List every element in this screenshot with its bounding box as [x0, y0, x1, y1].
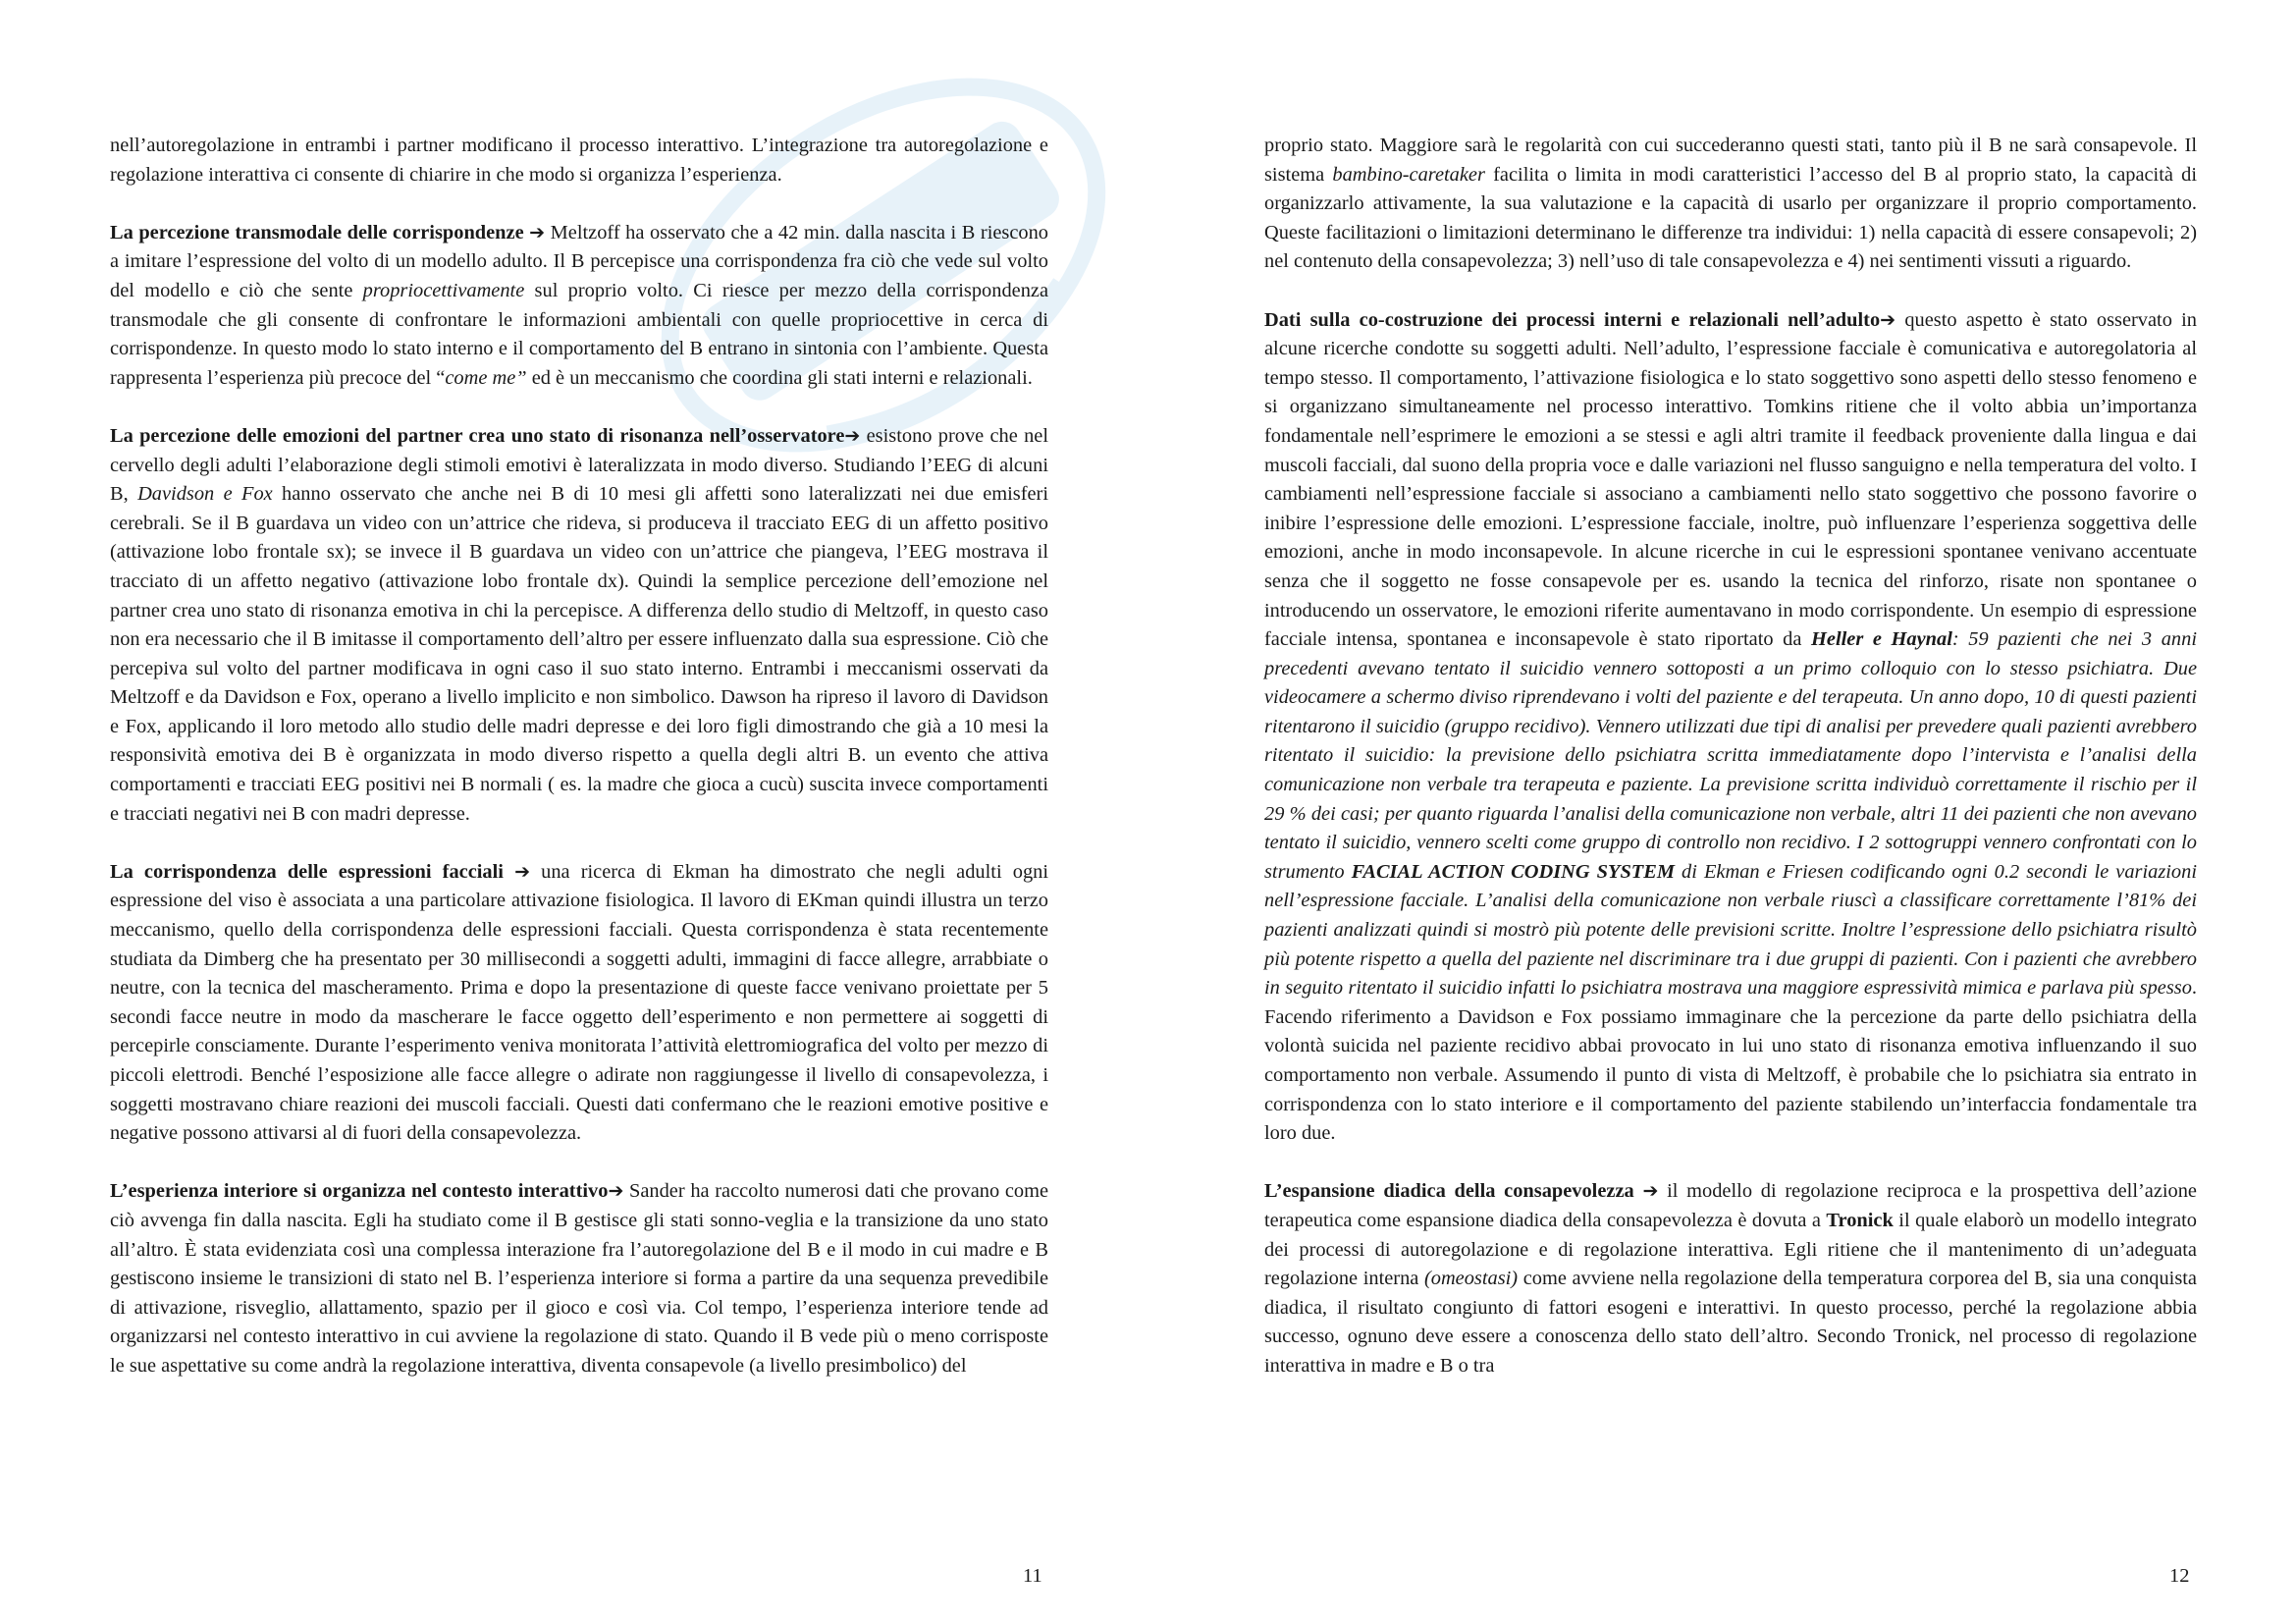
paragraph: nell’autoregolazione in entrambi i partner modificano il processo interattivo. L’integrazione tra autoregolazione e regolazione interattiva ci consente di chiarire in che modo si organizza l’esperienza.	[110, 135, 1048, 186]
section-heading: L’esperienza interiore si organizza nel contesto interattivo	[110, 1180, 609, 1203]
arrow-icon: ➔	[514, 860, 531, 883]
page-number: 11	[1023, 1565, 1042, 1587]
arrow-icon: ➔	[608, 1180, 624, 1203]
page-right	[1148, 0, 2296, 1623]
arrow-icon: ➔	[844, 424, 861, 447]
left-text-column	[110, 132, 1048, 1410]
paragraph: La corrispondenza delle espressioni facciali ➔ una ricerca di Ekman ha dimostrato che negli adulti ogni espressione del viso è associata a una particolare attivazione fisiologica. Il lavoro di EKman quindi illustra un terzo meccanismo, quello della corrispondenza delle espressioni facciali. Questa corrispondenza è stata recentemente studiata da Dimberg che ha presentato per 30 millisecondi a soggetti adulti, immagini di facce allegre, arrabbiate o neutre, con la tecnica del mascheramento. Prima e dopo la presentazione di queste facce venivano proiettate per 5 secondi facce neutre in modo da mascherare le facce oggetto dell’esperimento e non permettere ai soggetti di percepirle consciamente. Durante l’esperimento veniva monitorata l’attività elettromiografica del volto per mezzo di piccoli elettrodi. Benché l’esposizione alle facce allegre o adirate non raggiungesse il livello di consapevolezza, i soggetti mostravano chiare reazioni dei muscoli facciali. Questi dati confermano che le reazioni emotive positive e negative possono attivarsi al di fuori della consapevolezza.	[110, 860, 1048, 1145]
arrow-icon: ➔	[1642, 1180, 1659, 1203]
paragraph: La percezione delle emozioni del partner crea uno stato di risonanza nell’osservatore➔ esistono prove che nel cervello degli adulti l’elaborazione degli stimoli emotivi è lateralizzata in modo diverso. Studiando l’EEG di alcuni B, Davidson e Fox hanno osservato che anche nei B di 10 mesi gli affetti sono lateralizzati nei due emisferi cerebrali. Se il B guardava un video con un’attrice che rideva, si produceva il tracciato EEG di un affetto positivo (attivazione lobo frontale sx); se invece il B guardava un video con un’attrice che piangeva, l’EEG mostrava il tracciato di un affetto negativo (attivazione lobo frontale dx). Quindi la semplice percezione dell’emozione nel partner crea uno stato di risonanza emotiva in chi la percepisce. A differenza dello studio di Meltzoff, in questo caso non era necessario che il B imitasse il comportamento dell’altro per essere influenzato dalla sua espressione. Ciò che percepiva sul volto del partner modificava in ogni caso il suo stato interno. Entrambi i meccanismi osservati da Meltzoff e da Davidson e Fox, operano a livello implicito e non simbolico. Dawson ha ripreso il lavoro di Davidson e Fox, applicando il loro metodo allo studio delle madri depresse e dei loro figli dimostrando che già a 10 mesi la responsività emotiva dei B è organizzata in modo diverso rispetto a quella degli altri B. un evento che attiva comportamenti e tracciati EEG positivi nei B normali ( es. la madre che gioca a cucù) suscita invece comportamenti e tracciati negativi nei B con madri depresse.	[110, 424, 1049, 825]
page-number: 12	[2169, 1565, 2190, 1587]
paragraph: L’espansione diadica della consapevolezza ➔ il modello di regolazione reciproca e la prospettiva dell’azione terapeutica come espansione diadica della consapevolezza è dovuta a Tronick il quale elaborò un modello integrato dei processi di autoregolazione e di regolazione interattiva. Egli ritiene che il mantenimento di un’adeguata regolazione interna (omeostasi) come avviene nella regolazione della temperatura corporea del B, sia una conquista diadica, il risultato congiunto di fattori esogeni e interattivi. In questo processo, perché la regolazione abbia successo, ognuno deve essere a conoscenza dello stato dell’altro. Secondo Tronick, nel processo di regolazione interattiva in madre e B o tra	[1264, 1180, 2198, 1377]
arrow-icon: ➔	[529, 221, 546, 243]
arrow-icon: ➔	[1880, 308, 1896, 331]
section-heading: La percezione transmodale delle corrispondenze	[110, 221, 524, 243]
paragraph: L’esperienza interiore si organizza nel contesto interattivo➔ Sander ha raccolto numerosi dati che provano come ciò avvenga fin dalla nascita. Egli ha studiato come il B gestisce gli stati sonno-veglia e la transizione da uno stato all’altro. È stata evidenziata così una complessa interazione fra l’autoregolazione del B e il modo in cui madre e B gestiscono insieme le transizioni di stato nel B. l’esperienza interiore si forma a partire da una sequenza prevedibile di attivazione, risveglio, allattamento, spazio per il gioco e così via. Col tempo, l’esperienza interiore tende ad organizzarsi nel contesto interattivo in cui avviene la regolazione di stato. Quando il B vede più o meno corrisposte le sue aspettative su come andrà la regolazione interattiva, diventa consapevole (a livello presimbolico) del	[110, 1180, 1048, 1377]
section-heading: Dati sulla co-costruzione dei processi interni e relazionali nell’adulto	[1264, 308, 1881, 331]
right-text-column	[1264, 132, 2197, 1410]
section-heading: La corrispondenza delle espressioni facciali	[110, 860, 504, 883]
section-heading: La percezione delle emozioni del partner crea uno stato di risonanza nell’osservatore	[110, 424, 845, 447]
paragraph: proprio stato. Maggiore sarà le regolarità con cui succederanno questi stati, tanto più il B ne sarà consapevole. Il sistema bambino-caretaker facilita o limita in modi caratteristici l’accesso del B al proprio stato, la capacità di organizzarlo attivamente, la sua valutazione e la capacità di usarlo per organizzare il proprio comportamento. Queste facilitazioni o limitazioni determinano le differenze tra individui: 1) nella capacità di essere consapevoli; 2) nel contenuto della consapevolezza; 3) nell’uso di tale consapevolezza e 4) nei sentimenti vissuti a riguardo.	[1264, 135, 2198, 273]
paragraph: La percezione transmodale delle corrispondenze ➔ Meltzoff ha osservato che a 42 min. dalla nascita i B riescono a imitare l’espressione del volto di un modello adulto. Il B percepisce una corrispondenza fra ciò che vede sul volto del modello e ciò che sente propriocettivamente sul proprio volto. Ci riesce per mezzo della corrispondenza transmodale che gli consente di confrontare le informazioni ambientali con quelle propriocettive in cerca di corrispondenze. In questo modo lo stato interno e il comportamento del B entrano in sintonia con l’ambiente. Questa rappresenta l’esperienza più precoce del “come me” ed è un meccanismo che coordina gli stati interni e relazionali.	[110, 221, 1048, 389]
paragraph: Dati sulla co-costruzione dei processi interni e relazionali nell’adulto➔ questo aspetto è stato osservato in alcune ricerche condotte su soggetti adulti. Nell’adulto, l’espressione facciale è comunicativa e autoregolatoria al tempo stesso. Il comportamento, l’attivazione fisiologica e lo stato soggettivo sono aspetti dello stesso fenomeno e si organizzano simultaneamente nel processo interattivo. Tomkins ritiene che il volto abbia un’importanza fondamentale nell’esprimere le emozioni a se stessi e agli altri tramite il feedback proveniente dalla lingua e dai muscoli facciali, dal suono della propria voce e dalle variazioni nel flusso sanguigno e nella temperatura del volto. I cambiamenti nell’espressione facciale si associano a cambiamenti nello stato soggettivo che possono favorire o inibire l’espressione delle emozioni. L’espressione facciale, inoltre, può influenzare l’esperienza soggettiva delle emozioni, anche in modo inconsapevole. In alcune ricerche in cui le espressioni spontanee venivano accentuate senza che il soggetto ne fosse consapevole per es. usando la tecnica del rinforzo, risate non spontanee o introducendo un osservatore, le emozioni riferite aumentavano in modo corrispondente. Un esempio di espressione facciale intensa, spontanea e inconsapevole è stato riportato da Heller e Haynal: 59 pazienti che nei 3 anni precedenti avevano tentato il suicidio vennero sottoposti a un primo colloquio con lo stesso psichiatra. Due videocamere a schermo diviso riprendevano i volti del paziente e del terapeuta. Un anno dopo, 10 di questi pazienti ritentarono il suicidio (gruppo recidivo). Vennero utilizzati due tipi di analisi per prevedere quali pazienti avrebbero ritentato il suicidio: la previsione dello psichiatra scritta immediatamente dopo l’intervista e l’analisi della comunicazione non verbale tra terapeuta e paziente. La previsione scritta individuò correttamente il rischio per il 29 % dei casi; per quanto riguarda l’analisi della comunicazione non verbale, altri 11 dei pazienti che non avevano tentato il suicidio, vennero scelti come gruppo di controllo non recidivo. I 2 sottogruppi vennero confrontati con lo strumento FACIAL ACTION CODING SYSTEM di Ekman e Friesen codificando ogni 0.2 secondi le variazioni nell’espressione facciale. L’analisi della comunicazione non verbale riuscì a classificare correttamente l’81% dei pazienti analizzati quindi si mostrò più potente delle previsioni scritte. Inoltre l’espressione dello psichiatra risultò più potente rispetto a quella del paziente nel discriminare tra i due gruppi di pazienti. Con i pazienti che avrebbero in seguito ritentato il suicidio infatti lo psichiatra mostrava una maggiore espressività mimica e parlava più spesso. Facendo riferimento a Davidson e Fox possiamo immaginare che la percezione da parte dello psichiatra della volontà suicida nel paziente recidivo abbai provocato in lui uno stato di risonanza emotiva influenzando il suo comportamento non verbale. Assumendo il punto di vista di Meltzoff, è probabile che lo psichiatra sia entrato in corrispondenza con lo stato interiore e il comportamento del paziente stabilendo un’interfaccia fondamentale tra loro due.	[1264, 308, 2198, 1145]
section-heading: L’espansione diadica della consapevolezza	[1264, 1180, 1634, 1203]
